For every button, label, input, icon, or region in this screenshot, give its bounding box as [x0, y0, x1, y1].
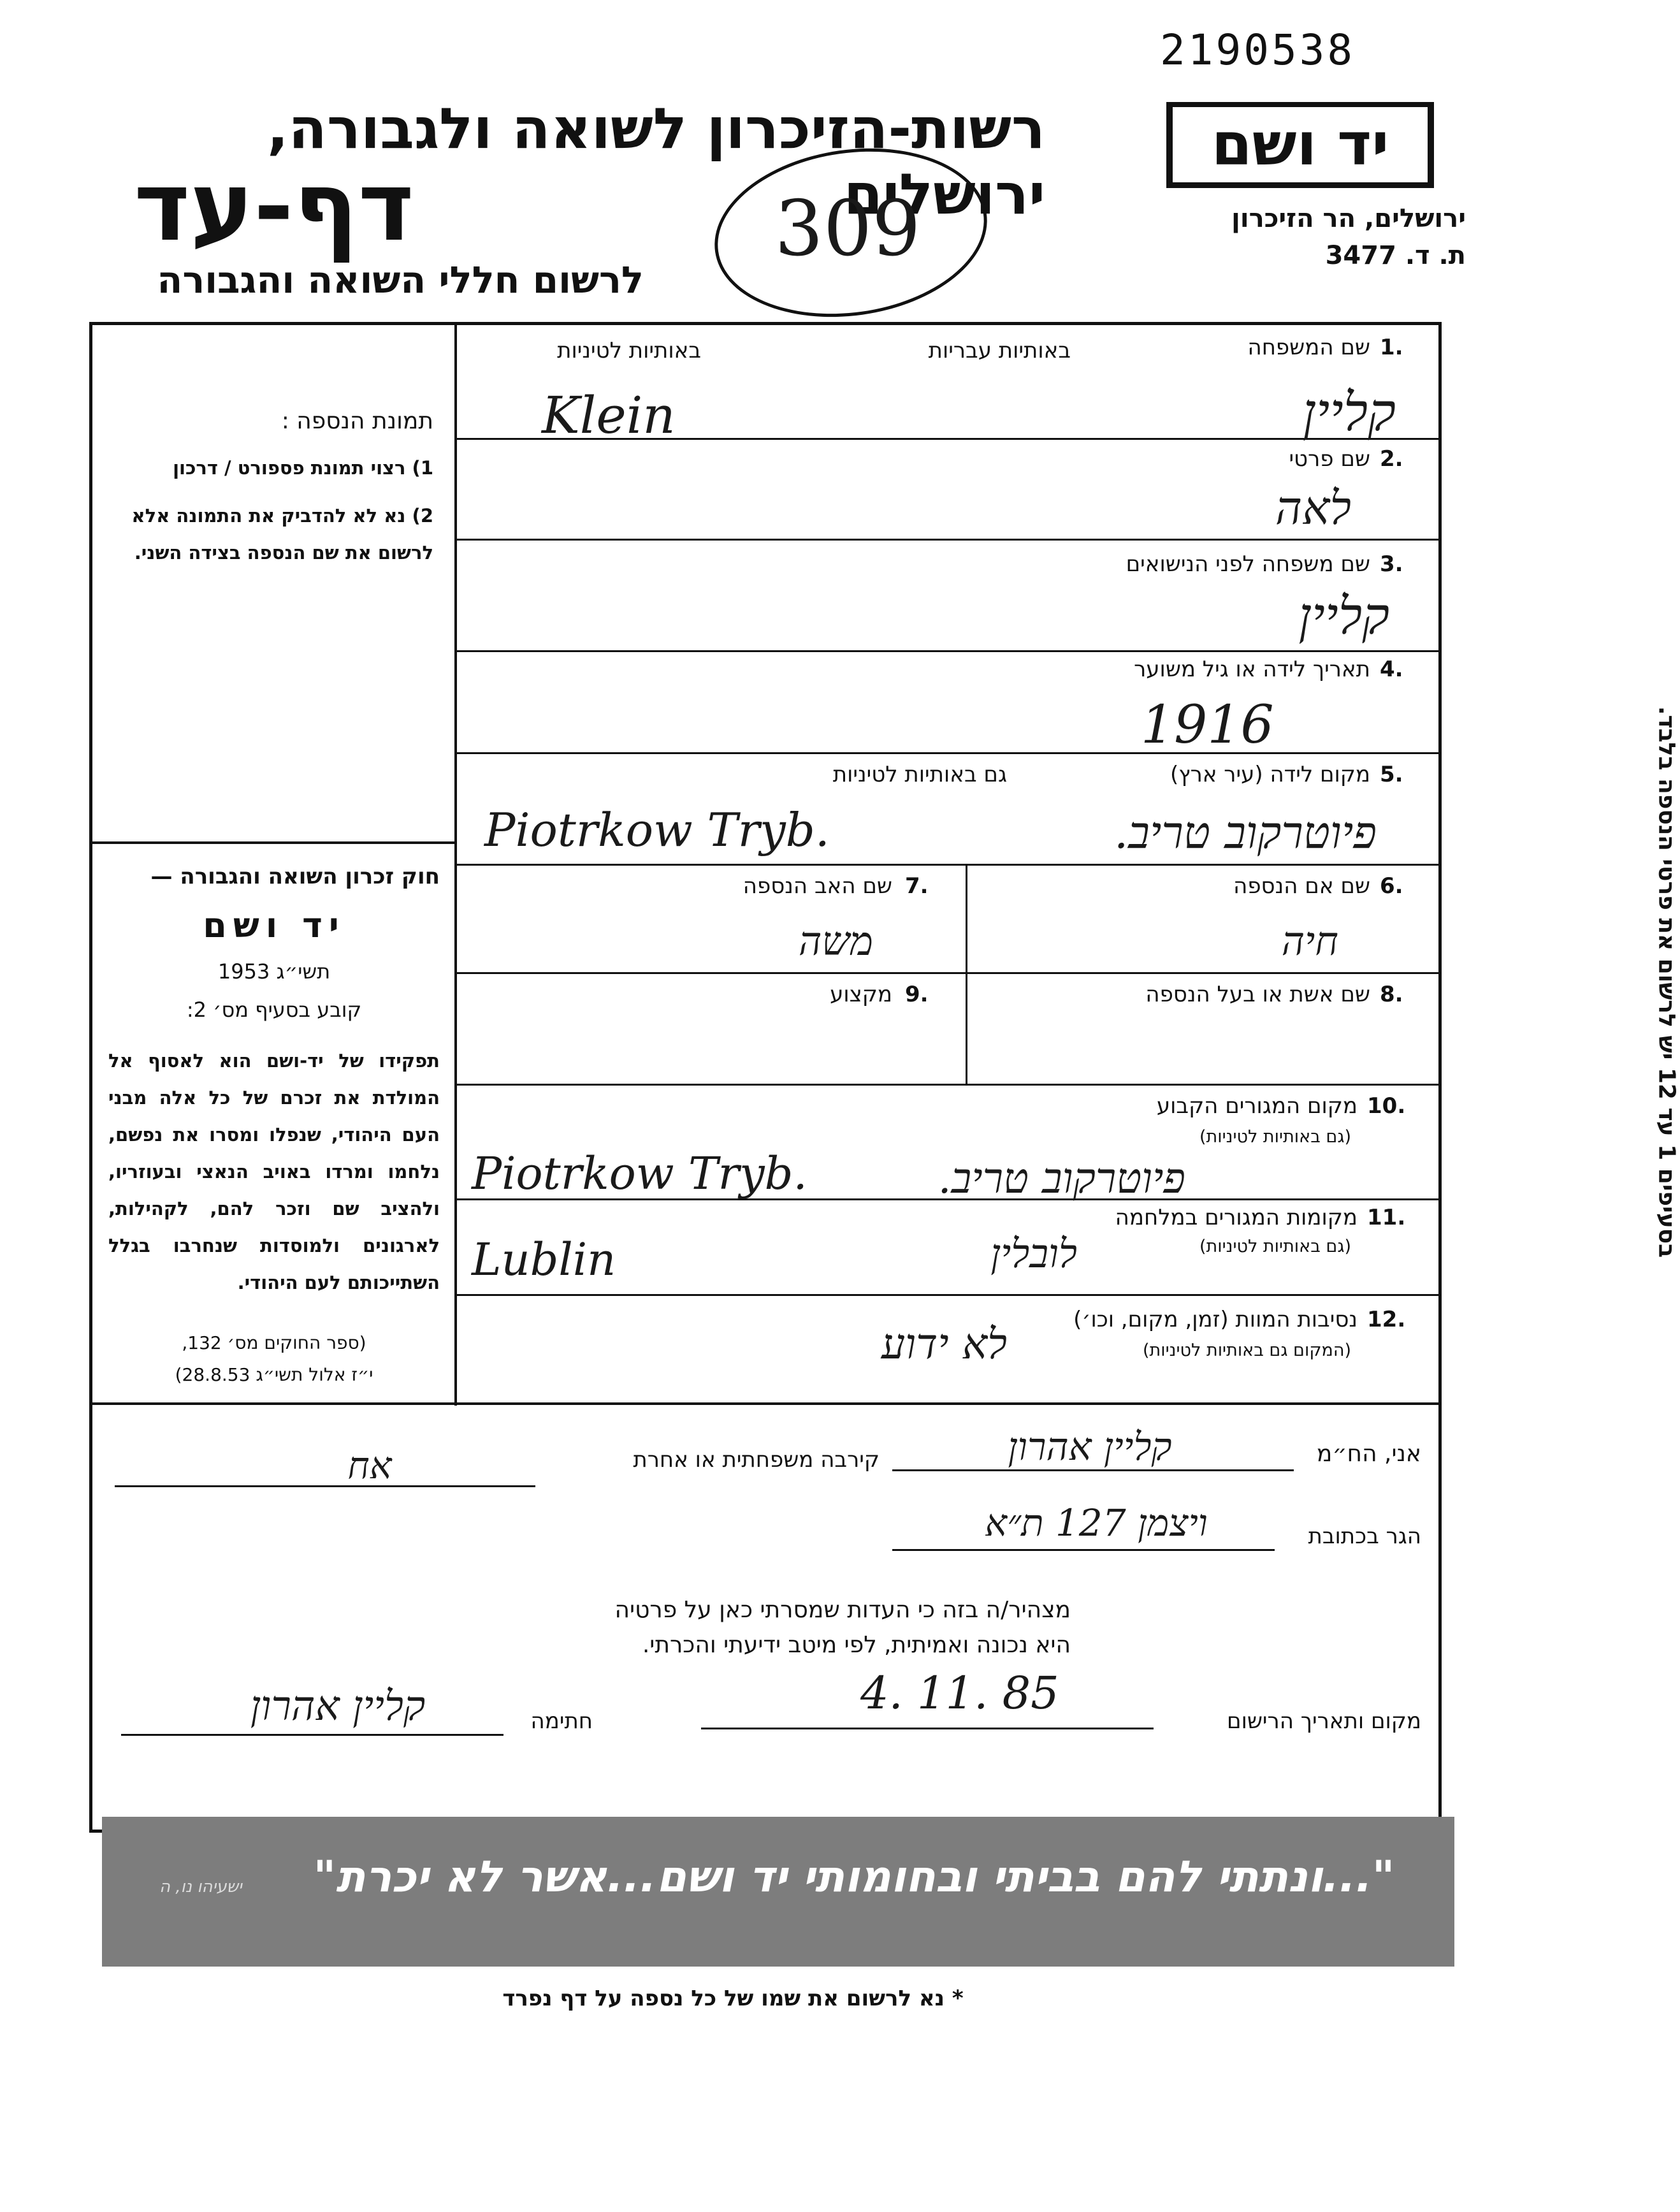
field-10-value-latin: Piotrkow Tryb. — [472, 1147, 807, 1200]
field-9-number: 9. — [905, 982, 929, 1007]
place-date-label: מקום ותאריך הרישום — [1227, 1708, 1421, 1734]
field-6-label: שם אם הנספה — [1233, 873, 1370, 899]
photo-box-item-2: 2) נא לא להדביק את התמונה אלא לרשום את שם הנספה בצידה השני. — [131, 505, 433, 564]
field-7-label: שם האב הנספה — [742, 873, 892, 899]
field-10-number: 10. — [1367, 1093, 1406, 1119]
field-11-value-hebrew: לובלין — [990, 1230, 1077, 1277]
row-sep-5 — [457, 864, 1442, 866]
field-11-note: (גם באותיות לטיניות) — [1199, 1237, 1351, 1256]
logo-text: יד ושם — [1173, 107, 1428, 182]
field-5-latin-note: גם באותיות לטיניות — [832, 762, 1007, 787]
field-12-number: 12. — [1367, 1307, 1406, 1332]
row-sep-6 — [457, 972, 1442, 974]
field-5-number: 5. — [1380, 762, 1403, 787]
field-8-label: שם אשת או בעל הנספה — [1145, 982, 1370, 1007]
field-1-number: 1. — [1380, 335, 1403, 360]
field-7-number: 7. — [905, 873, 929, 899]
split-6-7 — [966, 864, 967, 972]
vertical-side-note: בסעיפים 1 עד 12 יש לרשום את פרטי הנספה בלבד. — [1653, 706, 1680, 1258]
place-date-value: 4. 11. 85 — [860, 1667, 1059, 1719]
field-5-value-hebrew: פיוטרקוב טריב. — [1114, 806, 1377, 859]
row-sep-7 — [457, 1084, 1442, 1086]
law-box-source: (ספר החוקים מס׳ 132, — [182, 1332, 366, 1353]
form-subtitle: לרשום חללי השואה והגבורה — [157, 258, 644, 302]
declaration-statement-1: מצהיר/ה בזה כי העדות שמסרתי כאן על פרטיה — [614, 1597, 1071, 1623]
yad-vashem-logo — [1166, 102, 1434, 188]
row-sep-9 — [457, 1294, 1442, 1296]
law-box-body: תפקידו של יד-ושם הוא לאסוף אל המולדת את זכרם של כל אלה מבני העם היהודי, שנפלו ומסרו את נפשם, נלחמו ומרדו באויב הנאצי ובעוזריו, ולהציב שם וזכר להם, לקהילות, לארגונים ולמוסדות שנחרבו בגלל השתייכותם לעם היהודי. — [108, 1050, 440, 1293]
declaration-i-line — [892, 1469, 1294, 1471]
banner-quote: "...ונתתי להם בביתי ובחומותי יד ושם...אשר לא יכרת" — [313, 1852, 1395, 1902]
field-2-value: לאה — [1275, 481, 1351, 535]
field-5-value-latin: Piotrkow Tryb. — [484, 803, 830, 857]
field-11-number: 11. — [1367, 1205, 1406, 1230]
field-12-value: לא ידוע — [881, 1320, 1007, 1369]
field-3-number: 3. — [1380, 551, 1403, 577]
row-sep-10 — [89, 1402, 1442, 1405]
field-1-value-hebrew: קליין — [1302, 382, 1396, 443]
col-header-latin: באותיות לטיניות — [557, 338, 701, 363]
address-line-1: ירושלים, הר הזיכרון — [1231, 204, 1466, 233]
law-box-clause: קובע בסעיף מס׳ 2: — [186, 998, 362, 1022]
field-3-value: קליין — [1298, 586, 1389, 646]
declaration-statement-2: היא נכונה ואמיתית, לפי מיטב ידיעתי והכרתי. — [642, 1632, 1071, 1658]
banner-source: ישעיהו נו, ה — [159, 1877, 242, 1896]
field-6-value: חיה — [1281, 918, 1338, 964]
authority-title: רשות-הזיכרון לשואה ולגבורה, ירושלים — [267, 96, 1045, 227]
declaration-i-value: קליין אהרון — [1008, 1425, 1172, 1469]
field-1-label: שם המשפחה — [1247, 335, 1370, 360]
declaration-address-line — [892, 1549, 1275, 1551]
field-2-label: שם פרטי — [1289, 446, 1370, 472]
form-title: דף-עד — [134, 152, 414, 263]
signature-value: קליין אהרון — [250, 1683, 426, 1730]
signature-line — [121, 1734, 503, 1736]
quote-banner — [102, 1817, 1454, 1967]
law-box-year: תשי״ג 1953 — [217, 959, 331, 984]
field-10-note: (גם באותיות לטיניות) — [1199, 1127, 1351, 1147]
field-2-number: 2. — [1380, 446, 1403, 472]
split-8-9 — [966, 972, 967, 1084]
law-box-name: יד ושם — [203, 905, 345, 945]
field-11-value-latin: Lublin — [472, 1233, 616, 1286]
photo-box-item-1: 1) רצוי תמונת פספורט / דרכון — [173, 457, 433, 479]
field-10-value-hebrew: פיוטרקוב טריב. — [938, 1154, 1185, 1203]
field-4-number: 4. — [1380, 657, 1403, 682]
row-sep-3 — [457, 650, 1442, 652]
address-line-2: ת. ד. 3477 — [1325, 241, 1466, 270]
circled-number: 309 — [774, 185, 921, 273]
signature-label: חתימה — [530, 1708, 593, 1734]
declaration-relation-label: קירבה משפחתית או אחרת — [633, 1447, 880, 1473]
photo-box-title: תמונת הנספה : — [281, 408, 433, 434]
field-4-label: תאריך לידה או גיל משוער — [1134, 657, 1370, 682]
field-12-label: נסיבות המוות (זמן, מקום, וכו׳) — [1073, 1307, 1358, 1332]
field-4-value: 1916 — [1141, 695, 1274, 755]
document-number: 2190538 — [1160, 25, 1356, 75]
field-1-value-latin: Klein — [542, 386, 676, 445]
col-header-hebrew: באותיות עבריות — [928, 338, 1071, 363]
law-box-date: י״ז אלול תשי״ג 28.8.53) — [175, 1364, 373, 1385]
row-sep-2 — [457, 539, 1442, 541]
field-8-number: 8. — [1380, 982, 1403, 1007]
declaration-address-value: ויצמן 127 ת״א — [985, 1501, 1208, 1545]
left-column-hline — [89, 841, 457, 844]
declaration-i-label: אני, הח״מ — [1316, 1441, 1421, 1467]
field-11-label: מקומות המגורים במלחמה — [1115, 1205, 1358, 1230]
law-box-title: חוק זכרון השואה והגבורה — — [150, 864, 440, 889]
declaration-relation-value: אח — [347, 1444, 392, 1487]
field-10-label: מקום המגורים הקבוע — [1156, 1093, 1358, 1119]
field-9-label: מקצוע — [830, 982, 892, 1007]
field-7-value: משה — [799, 918, 873, 964]
field-5-label: מקום לידה (עיר ארץ) — [1169, 762, 1370, 787]
field-6-number: 6. — [1380, 873, 1403, 899]
place-date-line — [701, 1728, 1154, 1729]
field-3-label: שם משפחה לפני הנישואים — [1126, 551, 1370, 577]
declaration-address-label: הגר בכתובת — [1308, 1524, 1421, 1549]
row-sep-4 — [457, 752, 1442, 754]
footer-note: * נא לרשום את שמו של כל נספה על דף נפרד — [502, 1986, 964, 2011]
field-12-note: (המקום גם באותיות לטיניות) — [1142, 1341, 1351, 1360]
